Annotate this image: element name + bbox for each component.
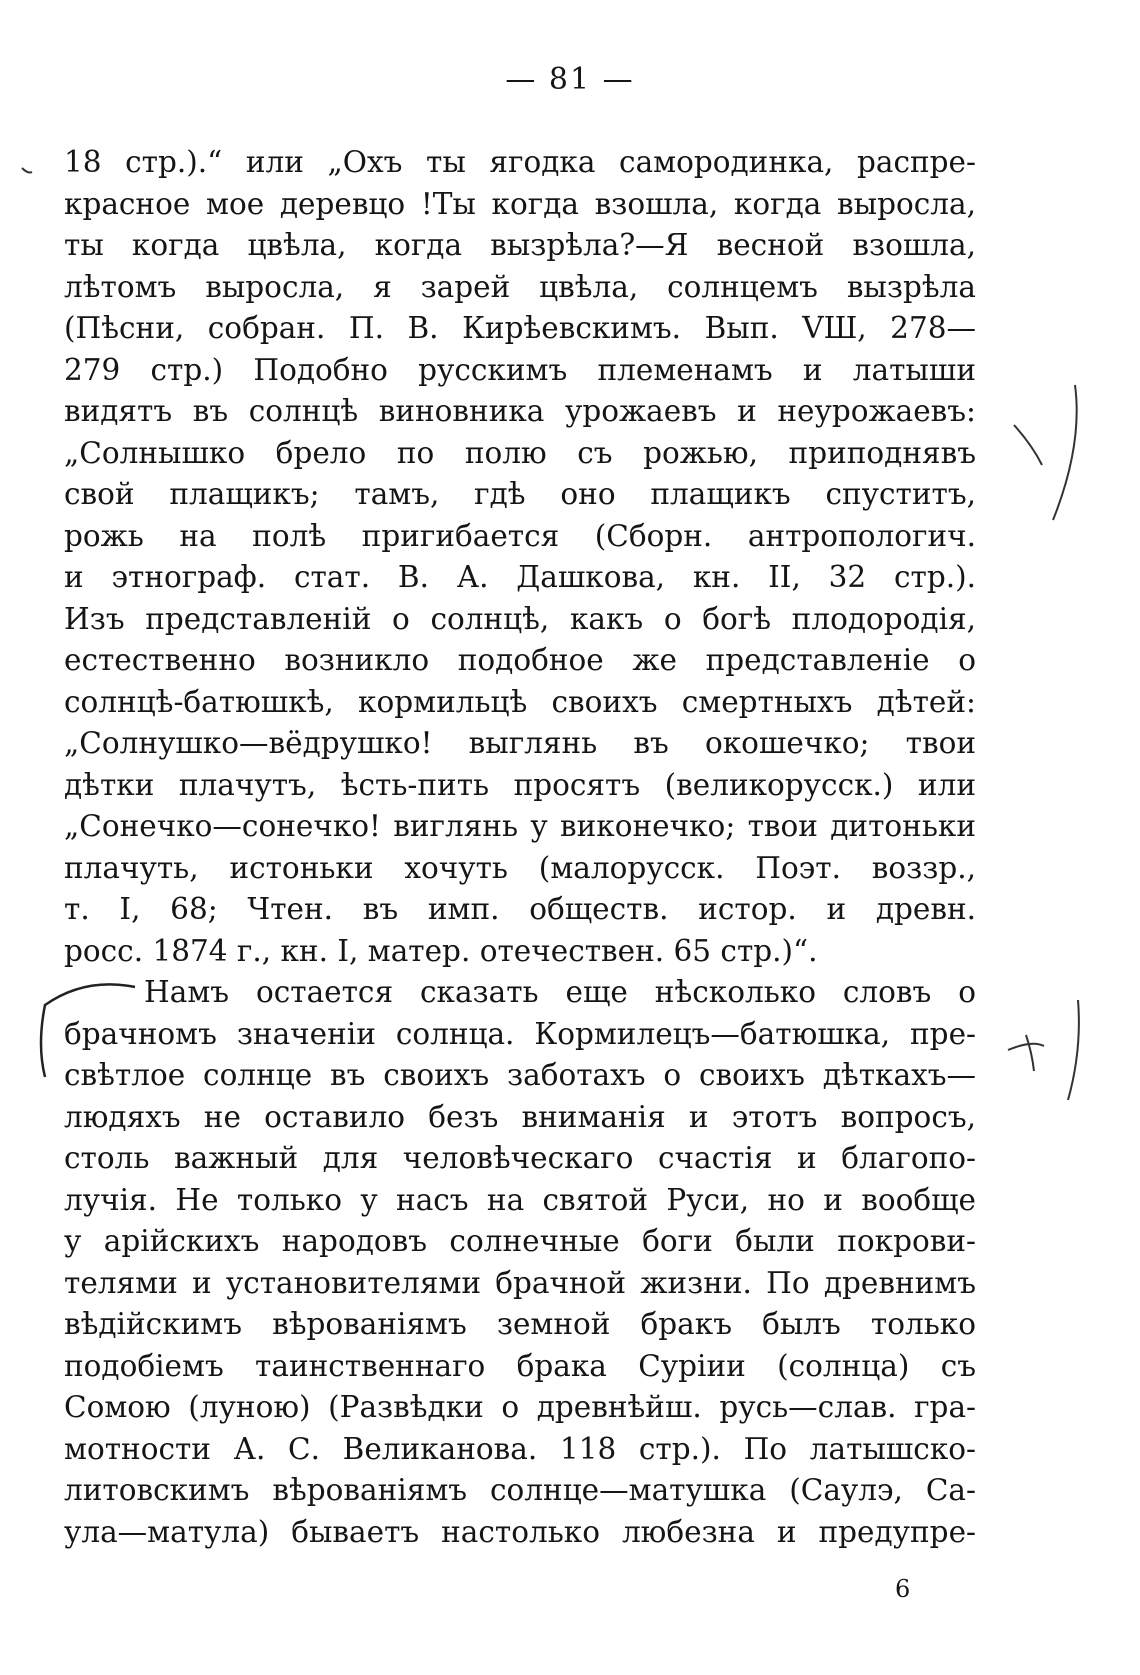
text-line: дѣтки плачутъ, ѣсть-пить просятъ (великорусск.) или	[64, 767, 976, 802]
text-line: 279 стр.) Подобно русскимъ племенамъ и латыши	[64, 352, 976, 387]
text-line: вѣдійскимъ вѣрованіямъ земной бракъ былъ только	[64, 1307, 976, 1341]
text-line: 18 стр.).“ или „Охъ ты ягодка самородинка, распре-	[64, 145, 976, 179]
text-line: и этнограф. стат. В. А. Дашкова, кн. II, 32 стр.).	[64, 560, 976, 594]
margin-plus-mark	[1008, 1035, 1044, 1071]
text-line: „Сонечко—сонечко! виглянь у виконечко; твои дитоньки	[64, 809, 976, 843]
text-line: лучія. Не только у насъ на святой Руси, но и вообще	[64, 1182, 976, 1217]
text-line: мотности А. С. Великанова. 118 стр.). По латышско-	[64, 1431, 976, 1466]
paragraph-start-line: Намъ остается сказать еще нѣсколько словъ о	[144, 975, 976, 1009]
text-line: (Пѣсни, собран. П. В. Кирѣевскимъ. Вып. VШ, 278—	[64, 311, 976, 345]
text-line: свѣтлое солнце въ своихъ заботахъ о своихъ дѣткахъ—	[64, 1058, 976, 1092]
page-number: — 81 —	[505, 62, 635, 97]
text-line: „Солнушко—вёдрушко! выглянь въ окошечко; твои	[64, 726, 976, 760]
text-line: видятъ въ солнцѣ виновника урожаевъ и неурожаевъ:	[64, 394, 976, 428]
text-line: людяхъ не оставило безъ вниманія и этотъ вопросъ,	[64, 1099, 976, 1134]
text-line: „Солнышко брело по полю съ рожью, приподнявъ	[64, 435, 976, 470]
paragraph-end-line: росс. 1874 г., кн. I, матер. отечествен. 65 стр.)“.	[64, 933, 818, 968]
text-line: плачуть, истоньки хочуть (малорусск. Поэт. воззр.,	[64, 850, 976, 885]
text-line: естественно возникло подобное же представленіе о	[64, 643, 976, 677]
text-line: ты когда цвѣла, когда вызрѣла?—Я весной взошла,	[64, 228, 976, 262]
margin-vertical-stroke	[1053, 385, 1077, 520]
text-line: лѣтомъ выросла, я зарей цвѣла, солнцемъ вызрѣла	[64, 269, 976, 304]
text-line: свой плащикъ; тамъ, гдѣ оно плащикъ спуститъ,	[64, 477, 976, 511]
text-line: солнцѣ-батюшкѣ, кормильцѣ своихъ смертныхъ дѣтей:	[64, 684, 976, 719]
margin-tick-left	[22, 168, 32, 173]
text-line: брачномъ значеніи солнца. Кормилецъ—батюшка, пре-	[64, 1016, 976, 1051]
text-line: у арійскихъ народовъ солнечные боги были покрови-	[64, 1224, 976, 1258]
text-line: столь важный для человѣческаго счастія и благопо-	[64, 1141, 976, 1175]
margin-vertical-stroke-lower	[1068, 1000, 1079, 1100]
text-line: подобіемъ таинственнаго брака Суріии (солнца) съ	[64, 1348, 976, 1383]
text-line: рожь на полѣ пригибается (Сборн. антропологич.	[64, 518, 976, 553]
signature-mark: 6	[895, 1575, 911, 1603]
text-line: телями и установителями брачной жизни. По древнимъ	[64, 1265, 976, 1300]
body-text	[64, 142, 976, 1553]
text-line: литовскимъ вѣрованіямъ солнце—матушка (Саулэ, Са-	[64, 1473, 976, 1507]
text-line: т. I, 68; Чтен. въ имп. обществ. истор. и древн.	[64, 892, 976, 926]
margin-check-mark	[1014, 425, 1042, 465]
text-line: ула—матула) бываетъ настолько любезна и предупре-	[64, 1514, 976, 1549]
text-line: Изъ представленій о солнцѣ, какъ о богѣ плодородія,	[64, 601, 976, 636]
text-line: Сомою (луною) (Развѣдки о древнѣйш. русь—слав. гра-	[64, 1390, 976, 1424]
text-line: красное мое деревцо !Ты когда взошла, когда выросла,	[64, 186, 976, 221]
